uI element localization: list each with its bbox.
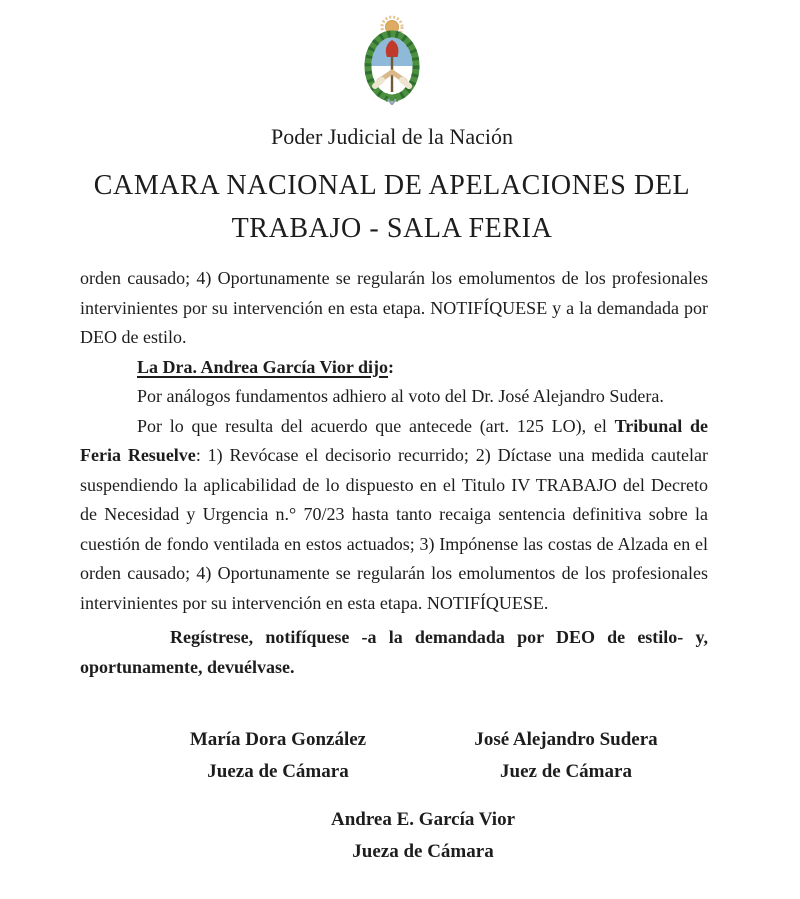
court-title-line1: CAMARA NACIONAL DE APELACIONES DEL [93, 170, 691, 201]
institution-title: Poder Judicial de la Nación [271, 124, 513, 149]
judge-role: Jueza de Cámara [352, 841, 494, 862]
judge-name: José Alejandro Sudera [474, 729, 658, 750]
coat-of-arms-svg [355, 13, 429, 105]
document-header [0, 0, 784, 250]
court-title [0, 164, 784, 250]
court-title-line2: TRABAJO - SALA FERIA [231, 213, 553, 244]
signature-block-right [436, 724, 696, 788]
judge-name: Andrea E. García Vior [330, 809, 516, 830]
adhesion-paragraph: Por análogos fundamentos adhiero al voto del Dr. José Alejandro Sudera. [137, 386, 664, 406]
resolution-rest: : 1) Revócase el decisorio recurrido; 2) Díctase una medida cautelar suspendiendo la aplicabilidad de lo dispuesto en el Titulo IV TRABAJO del Decreto de Necesidad y Urgencia n.° 70/23 hasta tanto recaiga sentencia definitiva sobre la cuestión de fondo ventilada en estos actuados; 3) Impónense las costas de Alzada en el orden causado; 4) Oportunamente se regularán los emolumentos de los profesionales intervinientes por su intervención en esta etapa. NOTIFÍQUESE. [80, 445, 708, 613]
resolution-bold-phrase: Tribunal de Feria Resuelve [80, 415, 708, 465]
vote-heading-text: La Dra. Andrea García Vior dijo [137, 356, 389, 377]
document-body [80, 264, 708, 682]
signature-block-center [273, 804, 573, 868]
judge-name: María Dora González [189, 729, 367, 750]
continuation-paragraph: orden causado; 4) Oportunamente se regularán los emolumentos de los profesionales intervinientes por su intervención en esta etapa. NOTIFÍQUESE y a la demandada por DEO de estilo. [80, 268, 708, 347]
signature-block-left [148, 724, 408, 788]
signatures-section [0, 724, 800, 868]
judge-role: Jueza de Cámara [207, 761, 349, 782]
signature-row [0, 724, 800, 788]
vote-heading [80, 353, 708, 383]
resolution-intro: Por lo que resulta del acuerdo que antecede (art. 125 LO), el [137, 415, 615, 436]
argentina-coat-of-arms-icon [0, 13, 784, 105]
resolution-paragraph [80, 412, 708, 619]
vote-heading-colon: : [388, 356, 395, 377]
closing-order-paragraph: Regístrese, notifíquese -a la demandada por DEO de estilo- y, oportunamente, devuélvase. [80, 627, 708, 677]
judge-role: Juez de Cámara [500, 761, 632, 782]
